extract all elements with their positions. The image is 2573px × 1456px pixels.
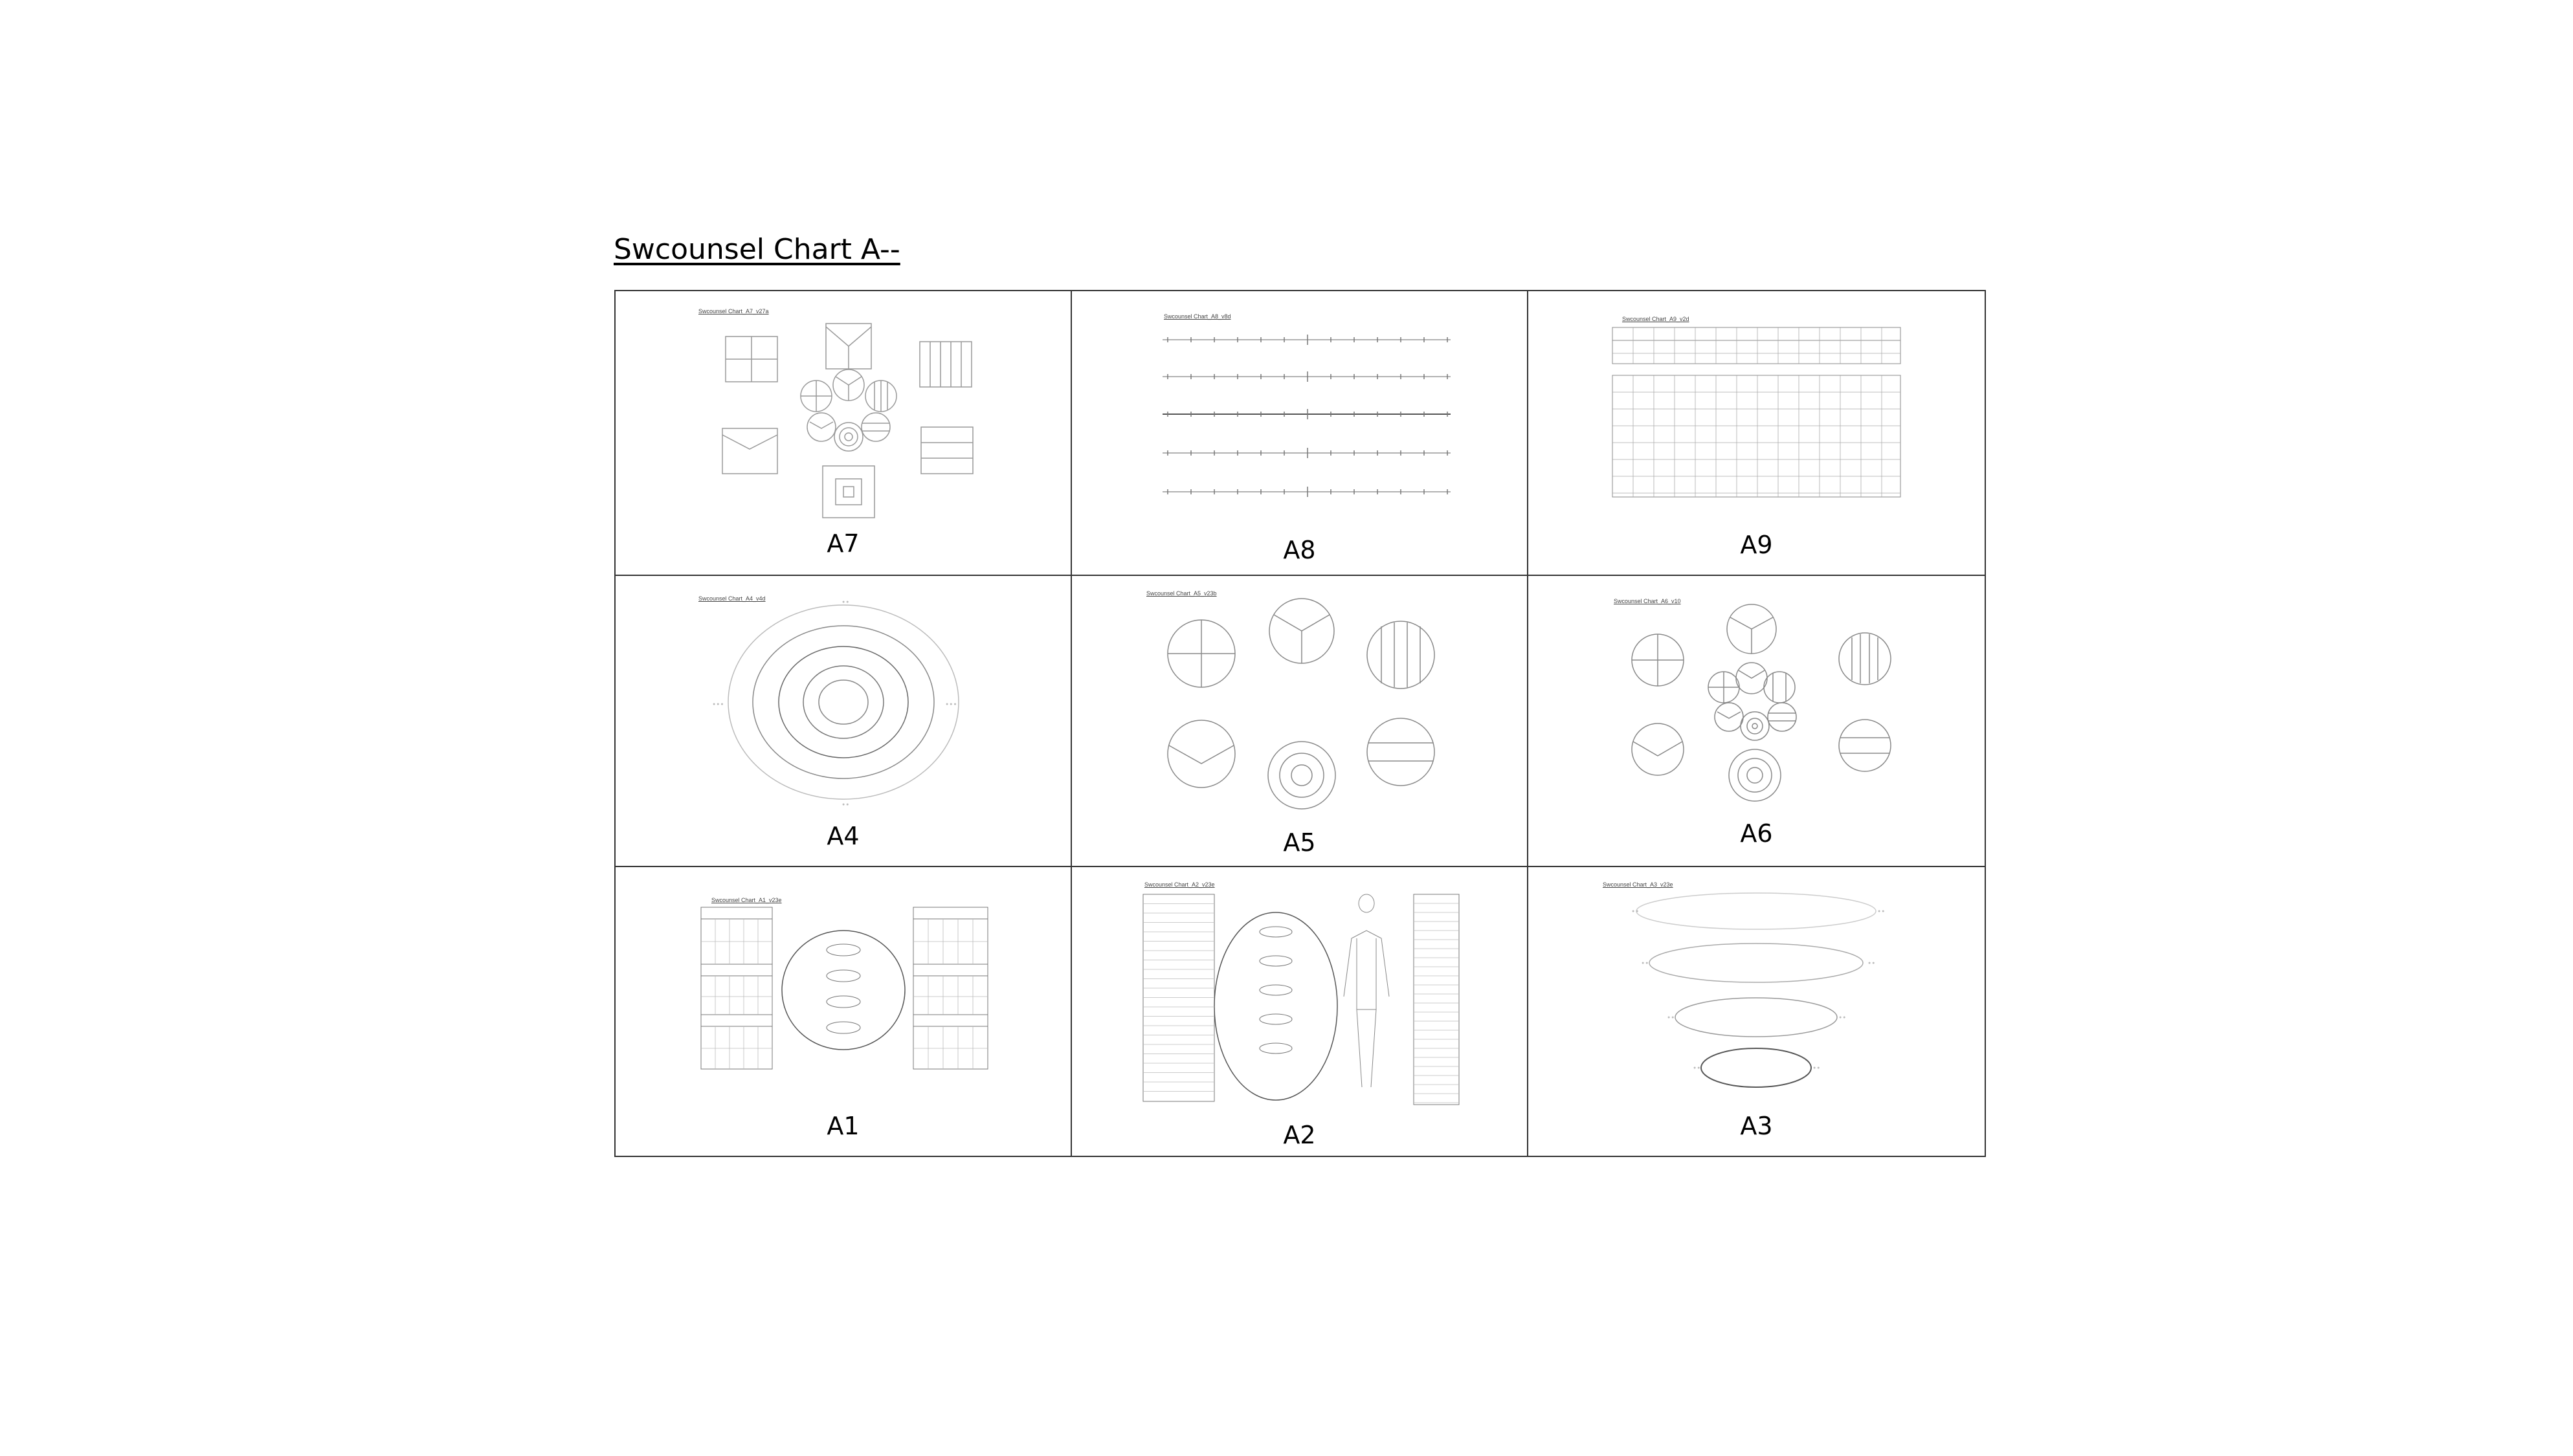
svg-text:● ●: ● ● <box>1632 909 1639 914</box>
thumbnail-a8[interactable] <box>1072 291 1528 576</box>
svg-text:● ●: ● ● <box>1667 1015 1675 1020</box>
thumbnail-label: A8 <box>1283 536 1316 564</box>
svg-text:● ●: ● ● <box>842 600 849 604</box>
svg-text:● ●: ● ● <box>1813 1066 1820 1070</box>
sheet-title: Swcounsel Chart_A6_v10 <box>1614 598 1681 604</box>
page-title: Swcounsel Chart A-- <box>614 233 900 266</box>
thumbnail-label: A7 <box>827 529 860 558</box>
thumbnail-a1[interactable] <box>616 867 1072 1156</box>
thumbnail-label: A2 <box>1283 1121 1316 1149</box>
thumbnail-label: A5 <box>1283 828 1316 857</box>
svg-text:● ● ●: ● ● ● <box>946 702 957 707</box>
svg-text:● ●: ● ● <box>1693 1066 1700 1070</box>
thumbnail-a9[interactable] <box>1528 291 1985 576</box>
svg-text:● ●: ● ● <box>1868 961 1875 965</box>
thumbnail-label: A1 <box>827 1112 860 1140</box>
sheet-title: Swcounsel Chart_A2_v23e <box>1144 881 1215 888</box>
thumbnail-a6[interactable] <box>1528 576 1985 867</box>
sheet-title: Swcounsel Chart_A1_v23e <box>711 897 782 903</box>
sheet-title: Swcounsel Chart_A4_v4d <box>698 595 766 602</box>
a5-diagram <box>1072 576 1528 867</box>
svg-text:● ● ●: ● ● ● <box>713 702 724 707</box>
thumbnail-grid <box>614 290 1986 1157</box>
thumbnail-a3[interactable] <box>1528 867 1985 1156</box>
sheet-title: Swcounsel Chart_A3_v23e <box>1603 881 1673 888</box>
a2-diagram <box>1072 867 1528 1156</box>
thumbnail-label: A6 <box>1740 819 1773 848</box>
sheet-title: Swcounsel Chart_A8_v8d <box>1164 313 1231 320</box>
svg-text:● ●: ● ● <box>1642 961 1649 965</box>
thumbnail-label: A3 <box>1740 1112 1773 1140</box>
thumbnail-label: A4 <box>827 822 860 850</box>
sheet-title: Swcounsel Chart_A7_v27a <box>698 308 769 314</box>
a8-diagram <box>1072 291 1528 576</box>
svg-text:● ●: ● ● <box>1839 1015 1846 1020</box>
thumbnail-a4[interactable] <box>616 576 1072 867</box>
sheet-title: Swcounsel Chart_A5_v23b <box>1146 590 1217 597</box>
thumbnail-a5[interactable] <box>1072 576 1528 867</box>
sheet-title: Swcounsel Chart_A9_v2d <box>1622 316 1689 322</box>
thumbnail-a2[interactable] <box>1072 867 1528 1156</box>
thumbnail-a7[interactable] <box>616 291 1072 576</box>
svg-text:● ●: ● ● <box>1878 909 1885 914</box>
thumbnail-label: A9 <box>1740 531 1773 559</box>
svg-text:● ●: ● ● <box>842 802 849 807</box>
